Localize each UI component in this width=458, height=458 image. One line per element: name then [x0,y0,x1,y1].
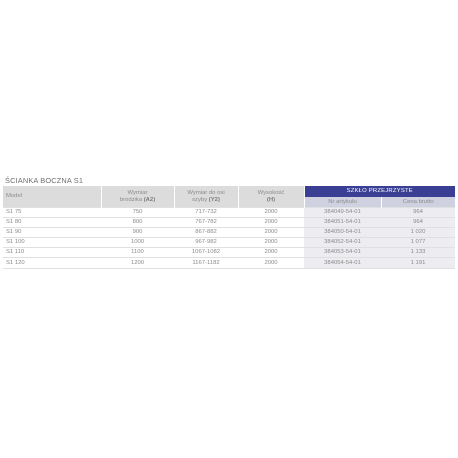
cell-tray-dimension: 1100 [101,248,174,258]
cell-tray-dimension: 1200 [101,258,174,268]
header-tray-dimension-code: (A2) [143,196,156,203]
cell-article-number: 384052-54-01 [304,238,381,248]
table-row [3,228,455,238]
cell-height: 2000 [238,258,304,268]
header-clear-glass-group: SZKŁO PRZEJRZYSTE [304,186,455,197]
cell-model: S1 120 [3,258,101,268]
cell-model: S1 110 [3,248,101,258]
cell-price: 964 [381,218,455,228]
table-row [3,258,455,268]
cell-model: S1 90 [3,228,101,238]
table-row [3,238,455,248]
cell-price: 1 191 [381,258,455,268]
header-height-line1: Wysokość [257,189,285,196]
cell-height: 2000 [238,248,304,258]
table-row [3,208,455,218]
cell-price: 1 020 [381,228,455,238]
cell-glass-axis: 967-982 [174,238,238,248]
header-tray-dimension [101,186,174,208]
cell-model: S1 80 [3,218,101,228]
cell-glass-axis: 1067-1082 [174,248,238,258]
header-glass-axis-dimension [174,186,238,208]
cell-glass-axis: 767-782 [174,218,238,228]
cell-height: 2000 [238,208,304,218]
spec-table [3,186,455,269]
cell-glass-axis: 1167-1182 [174,258,238,268]
header-model: Model [3,186,101,208]
cell-price: 1 077 [381,238,455,248]
cell-height: 2000 [238,238,304,248]
cell-height: 2000 [238,228,304,238]
cell-model: S1 75 [3,208,101,218]
cell-tray-dimension: 900 [101,228,174,238]
header-glass-axis-line2: szyby [192,196,209,203]
table-row [3,248,455,258]
cell-height: 2000 [238,218,304,228]
cell-model: S1 100 [3,238,101,248]
cell-glass-axis: 717-732 [174,208,238,218]
header-glass-axis-line1: Wymiar do osi [187,189,225,196]
cell-tray-dimension: 750 [101,208,174,218]
header-gross-price: Cena brutto [381,197,455,208]
cell-glass-axis: 867-882 [174,228,238,238]
table-row [3,218,455,228]
cell-price: 1 133 [381,248,455,258]
cell-tray-dimension: 1000 [101,238,174,248]
cell-tray-dimension: 800 [101,218,174,228]
cell-article-number: 384053-54-01 [304,248,381,258]
cell-article-number: 384054-54-01 [304,258,381,268]
section-title: ŚCIANKA BOCZNA S1 [5,176,84,185]
header-article-number: Nr artykułu [304,197,381,208]
cell-article-number: 384051-54-01 [304,218,381,228]
header-height [238,186,304,208]
header-height-code: (H) [266,196,276,203]
header-tray-dimension-line2: brodzika [119,196,144,203]
header-tray-dimension-line1: Wymiar [127,189,148,196]
cell-article-number: 384049-54-01 [304,208,381,218]
cell-article-number: 384050-54-01 [304,228,381,238]
cell-price: 964 [381,208,455,218]
header-glass-axis-code: (Y2) [208,196,220,203]
